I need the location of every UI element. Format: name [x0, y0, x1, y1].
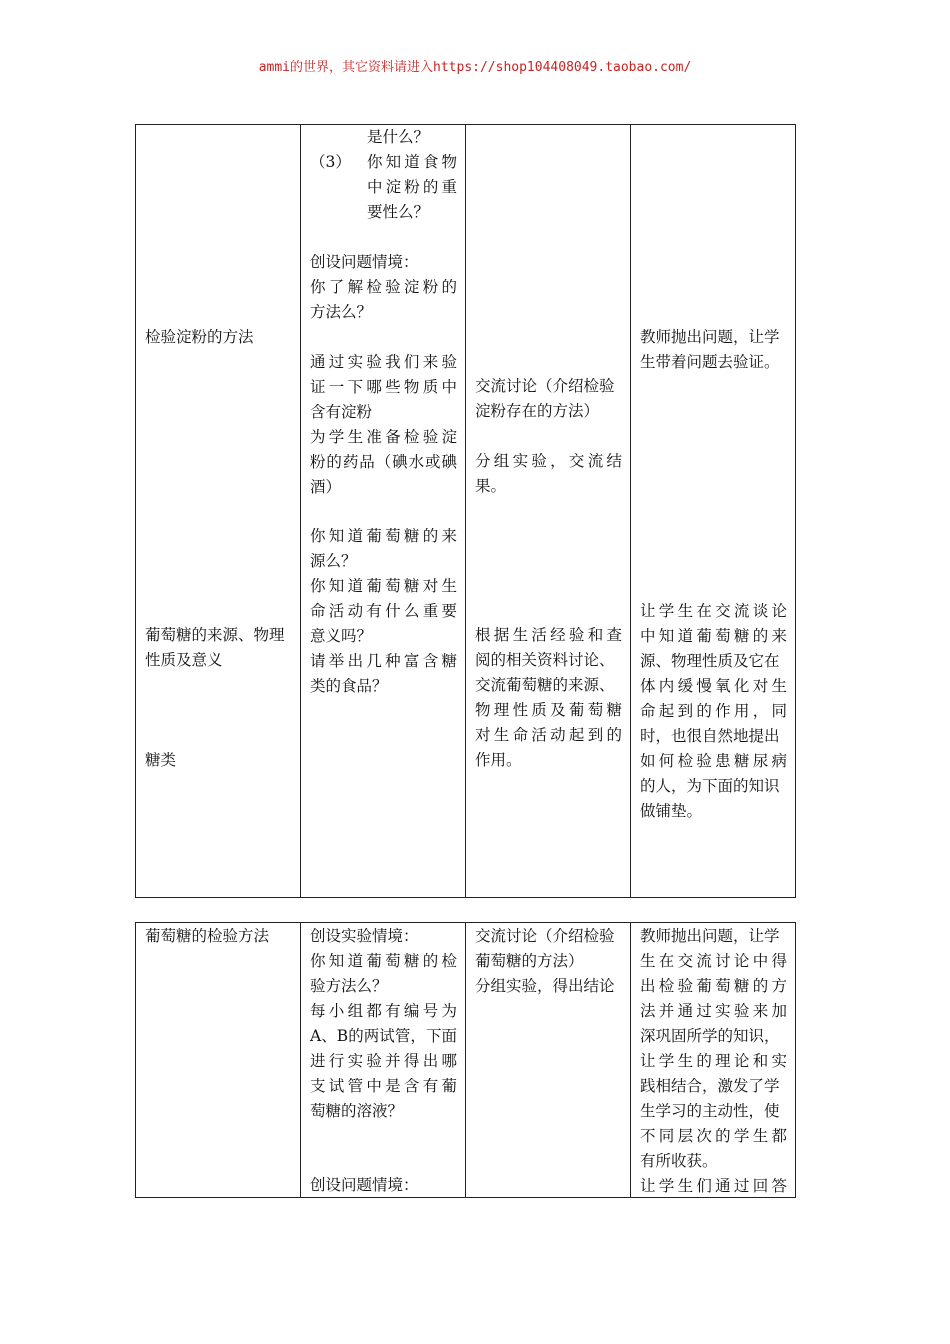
glucose-test-intent-line: 教师抛出问题，让学	[640, 927, 780, 945]
glucose-question-line: 意义吗？	[310, 627, 373, 645]
glucose-discussion-line: 分组实验，得出结论	[475, 977, 615, 995]
design-intent-column	[631, 923, 796, 1198]
experiment-line: 证一下哪些物质中	[310, 378, 457, 396]
glucose-test-topic: 葡萄糖的检验方法	[145, 927, 270, 945]
group-experiment-line: 分组实验，交流结	[475, 452, 622, 470]
glucose-test-intent-line: 让学生的理论和实	[640, 1052, 787, 1070]
problem-scene-label: 创设问题情境：	[310, 1176, 419, 1194]
experiment-scene-line: 进行实验并得出哪	[310, 1052, 457, 1070]
glucose-discussion-line: 交流讨论（介绍检验	[475, 927, 615, 945]
experiment-scene-line: 验方法么？	[310, 977, 388, 995]
question-3-line: 要性么？	[367, 203, 430, 221]
experiment-line: 含有淀粉	[310, 403, 373, 421]
lesson-table-2	[135, 922, 796, 1198]
glucose-test-intent-line: 出检验葡萄糖的方	[640, 977, 787, 995]
student-activity-column	[466, 923, 631, 1198]
sugar-topic: 糖类	[145, 751, 177, 769]
glucose-intent-line: 源、物理性质及它在	[640, 652, 780, 670]
glucose-test-intent-line: 生在交流讨论中得	[640, 952, 787, 970]
glucose-intent-line: 如何检验患糖尿病	[640, 752, 787, 770]
glucose-intent-line: 体内缓慢氧化对生	[640, 677, 787, 695]
glucose-question-line: 源么？	[310, 552, 357, 570]
glucose-activity-line: 物理性质及葡萄糖	[475, 701, 622, 719]
discussion-line: 交流讨论（介绍检验	[475, 377, 615, 395]
glucose-question-line: 请举出几种富含糖	[310, 652, 457, 670]
glucose-intent-line: 中知道葡萄糖的来	[640, 627, 787, 645]
discussion-line: 淀粉存在的方法）	[475, 402, 600, 420]
experiment-scene-line: 创设实验情境：	[310, 927, 419, 945]
glucose-test-intent-line: 让学生们通过回答	[640, 1177, 787, 1195]
experiment-scene-line: 每小组都有编号为	[310, 1002, 457, 1020]
glucose-question-line: 类的食品？	[310, 677, 388, 695]
glucose-discussion-line: 葡萄糖的方法）	[475, 952, 584, 970]
glucose-intent-line: 时，也很自然地提出	[640, 727, 780, 745]
question-3-line: 中淀粉的重	[367, 178, 457, 196]
lesson-table-1	[135, 124, 796, 898]
glucose-intent-line: 命起到的作用，同	[640, 702, 787, 720]
glucose-test-intent-line: 法并通过实验来加	[640, 1002, 787, 1020]
question-continued: 是什么？	[367, 128, 430, 146]
question-3-line: 你知道食物	[367, 153, 457, 171]
glucose-question-line: 你知道葡萄糖对生	[310, 577, 457, 595]
page-header: ammi的世界，其它资料请进入https://shop104408049.taobao.com/	[258, 60, 692, 75]
glucose-intent-line: 做铺垫。	[640, 802, 703, 820]
starch-method-topic: 检验淀粉的方法	[145, 328, 254, 346]
glucose-topic-line: 性质及意义	[145, 651, 223, 669]
glucose-intent-line: 让学生在交流谈论	[640, 602, 787, 620]
starch-intent-line: 教师抛出问题，让学	[640, 328, 780, 346]
experiment-line: 酒）	[310, 478, 342, 496]
glucose-activity-line: 交流葡萄糖的来源、	[475, 676, 615, 694]
glucose-test-intent-line: 生学习的主动性，使	[640, 1102, 780, 1120]
student-activity-column	[466, 125, 631, 898]
glucose-question-line: 你知道葡萄糖的来	[310, 527, 457, 545]
topic-column	[136, 923, 301, 1198]
glucose-test-intent-line: 不同层次的学生都	[640, 1127, 787, 1145]
glucose-activity-line: 作用。	[475, 751, 522, 769]
glucose-topic-line: 葡萄糖的来源、物理	[145, 626, 285, 644]
group-experiment-line: 果。	[475, 477, 507, 495]
glucose-activity-line: 对生命活动起到的	[475, 726, 622, 744]
starch-question-line: 你了解检验淀粉的	[310, 278, 457, 296]
glucose-test-intent-line: 深巩固所学的知识，	[640, 1027, 780, 1045]
starch-question-line: 方法么？	[310, 303, 373, 321]
scene-label: 创设问题情境：	[310, 253, 419, 271]
experiment-scene-line: 支试管中是含有葡	[310, 1077, 457, 1095]
design-intent-column	[631, 125, 796, 898]
starch-intent-line: 生带着问题去验证。	[640, 353, 780, 371]
glucose-intent-line: 的人，为下面的知识	[640, 777, 780, 795]
glucose-question-line: 命活动有什么重要	[310, 602, 457, 620]
question-number: （3）	[310, 153, 351, 171]
glucose-activity-line: 根据生活经验和查	[475, 626, 622, 644]
topic-column	[136, 125, 301, 898]
experiment-line: 为学生准备检验淀	[310, 428, 457, 446]
experiment-line: 通过实验我们来验	[310, 353, 457, 371]
glucose-test-intent-line: 践相结合，激发了学	[640, 1077, 780, 1095]
experiment-scene-line: A、B的两试管，下面	[310, 1027, 457, 1045]
experiment-line: 粉的药品（碘水或碘	[310, 453, 457, 471]
glucose-activity-line: 阅的相关资料讨论、	[475, 651, 615, 669]
teacher-activity-column	[301, 125, 466, 898]
glucose-test-intent-line: 有所收获。	[640, 1152, 718, 1170]
experiment-scene-line: 萄糖的溶液？	[310, 1102, 404, 1120]
teacher-activity-column	[301, 923, 466, 1198]
experiment-scene-line: 你知道葡萄糖的检	[310, 952, 457, 970]
